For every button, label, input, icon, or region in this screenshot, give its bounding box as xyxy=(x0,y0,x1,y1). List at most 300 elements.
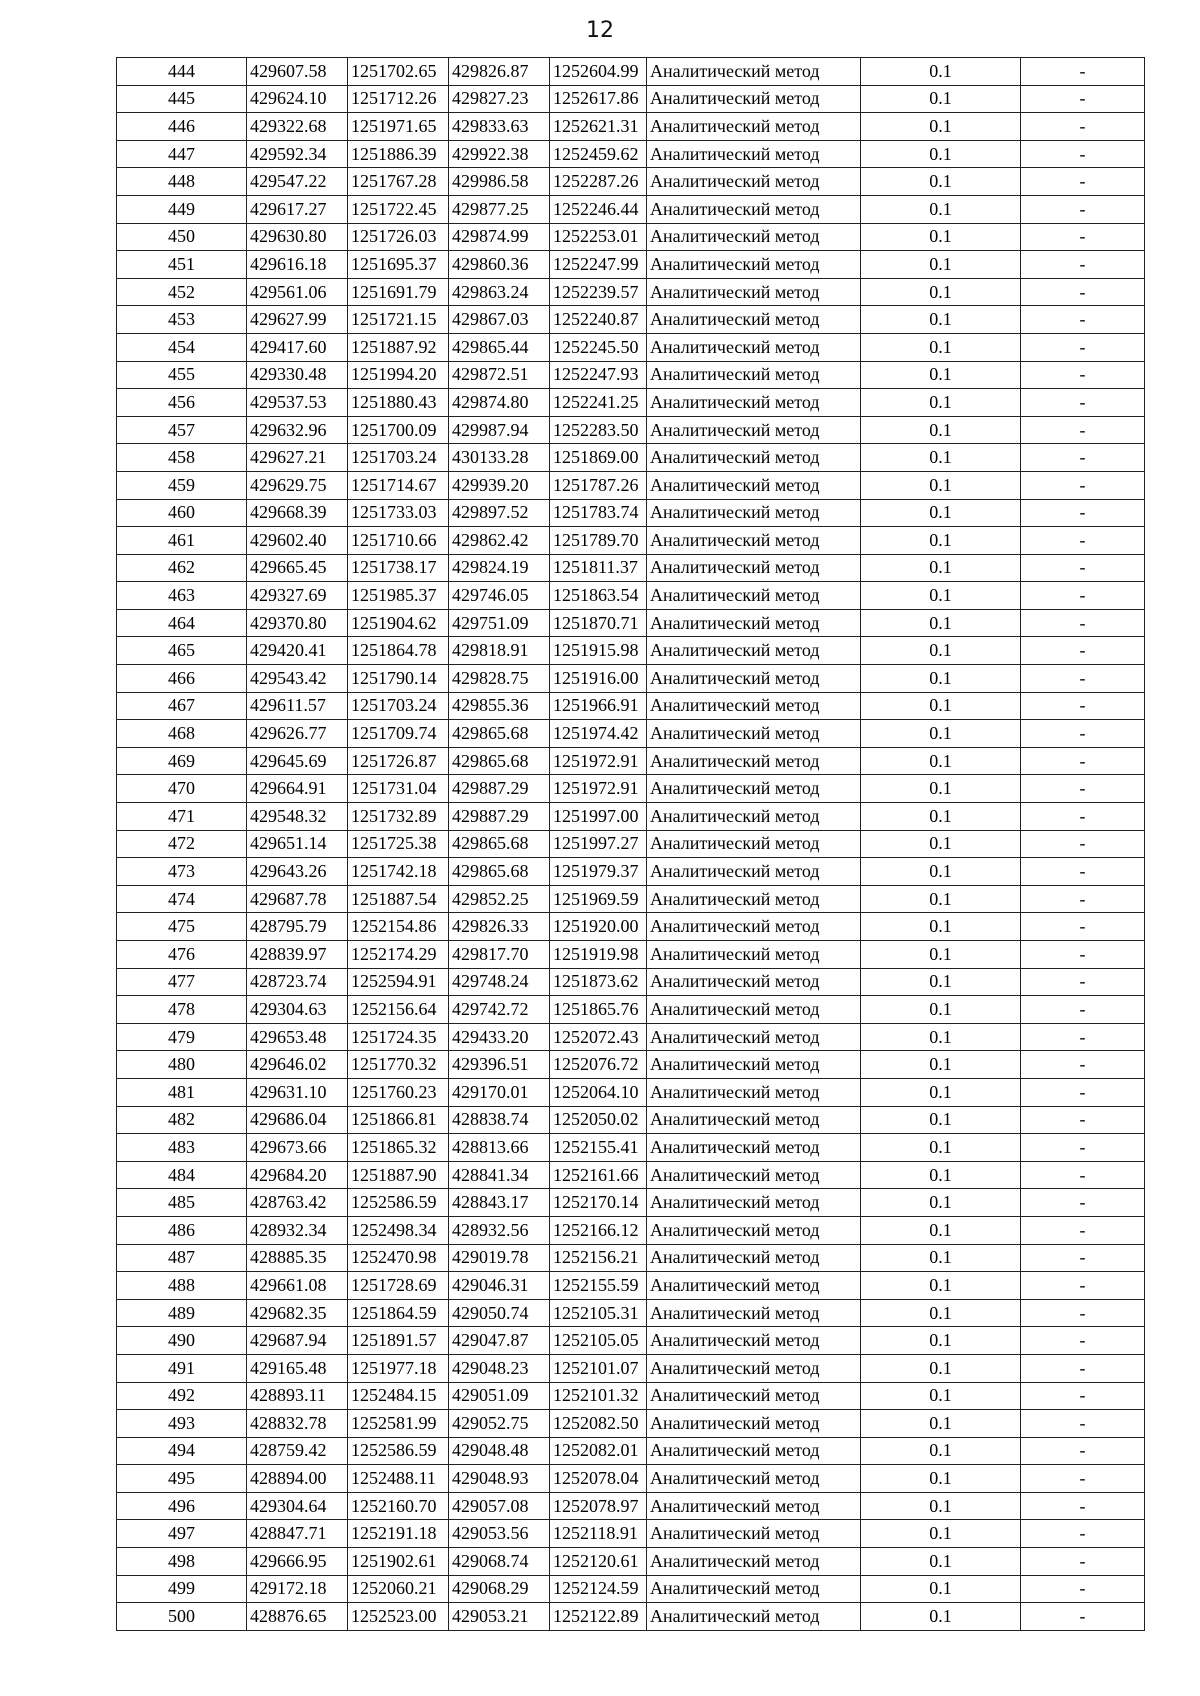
x-coordinate-1: 428832.78 xyxy=(247,1410,348,1438)
x-coordinate-1: 429627.99 xyxy=(247,306,348,334)
point-number: 456 xyxy=(117,389,247,417)
y-coordinate-2: 1252078.04 xyxy=(550,1465,647,1493)
method-cell: Аналитический метод xyxy=(647,1161,861,1189)
x-coordinate-2: 429047.87 xyxy=(449,1327,550,1355)
x-coordinate-2: 429939.20 xyxy=(449,471,550,499)
y-coordinate-2: 1251916.00 xyxy=(550,665,647,693)
accuracy-cell: 0.1 xyxy=(861,775,1021,803)
x-coordinate-1: 429561.06 xyxy=(247,278,348,306)
method-cell: Аналитический метод xyxy=(647,1603,861,1631)
x-coordinate-1: 429543.42 xyxy=(247,665,348,693)
y-coordinate-2: 1251865.76 xyxy=(550,996,647,1024)
accuracy-cell: 0.1 xyxy=(861,223,1021,251)
x-coordinate-1: 429673.66 xyxy=(247,1134,348,1162)
x-coordinate-1: 429617.27 xyxy=(247,195,348,223)
table-row xyxy=(117,913,1145,941)
y-coordinate-2: 1252161.66 xyxy=(550,1161,647,1189)
accuracy-cell: 0.1 xyxy=(861,1437,1021,1465)
note-cell: - xyxy=(1021,858,1145,886)
x-coordinate-2: 429860.36 xyxy=(449,251,550,279)
point-number: 470 xyxy=(117,775,247,803)
note-cell: - xyxy=(1021,1189,1145,1217)
point-number: 453 xyxy=(117,306,247,334)
x-coordinate-1: 429643.26 xyxy=(247,858,348,886)
y-coordinate-2: 1252283.50 xyxy=(550,416,647,444)
x-coordinate-1: 429653.48 xyxy=(247,1023,348,1051)
x-coordinate-1: 429687.78 xyxy=(247,885,348,913)
method-cell: Аналитический метод xyxy=(647,389,861,417)
note-cell: - xyxy=(1021,416,1145,444)
point-number: 457 xyxy=(117,416,247,444)
point-number: 497 xyxy=(117,1520,247,1548)
y-coordinate-2: 1251863.54 xyxy=(550,582,647,610)
point-number: 476 xyxy=(117,941,247,969)
y-coordinate-1: 1252586.59 xyxy=(348,1437,449,1465)
point-number: 492 xyxy=(117,1382,247,1410)
point-number: 483 xyxy=(117,1134,247,1162)
x-coordinate-2: 429897.52 xyxy=(449,499,550,527)
method-cell: Аналитический метод xyxy=(647,1272,861,1300)
y-coordinate-1: 1251886.39 xyxy=(348,140,449,168)
table-row xyxy=(117,361,1145,389)
y-coordinate-2: 1252459.62 xyxy=(550,140,647,168)
point-number: 471 xyxy=(117,803,247,831)
y-coordinate-1: 1251790.14 xyxy=(348,665,449,693)
note-cell: - xyxy=(1021,1106,1145,1134)
note-cell: - xyxy=(1021,1299,1145,1327)
accuracy-cell: 0.1 xyxy=(861,471,1021,499)
x-coordinate-2: 429019.78 xyxy=(449,1244,550,1272)
table-row xyxy=(117,1327,1145,1355)
x-coordinate-1: 429632.96 xyxy=(247,416,348,444)
method-cell: Аналитический метод xyxy=(647,1078,861,1106)
x-coordinate-2: 429396.51 xyxy=(449,1051,550,1079)
note-cell: - xyxy=(1021,1548,1145,1576)
y-coordinate-2: 1252101.32 xyxy=(550,1382,647,1410)
x-coordinate-1: 429646.02 xyxy=(247,1051,348,1079)
table-row xyxy=(117,1134,1145,1162)
note-cell: - xyxy=(1021,968,1145,996)
x-coordinate-2: 429057.08 xyxy=(449,1492,550,1520)
method-cell: Аналитический метод xyxy=(647,637,861,665)
accuracy-cell: 0.1 xyxy=(861,1244,1021,1272)
note-cell: - xyxy=(1021,85,1145,113)
point-number: 465 xyxy=(117,637,247,665)
accuracy-cell: 0.1 xyxy=(861,1548,1021,1576)
accuracy-cell: 0.1 xyxy=(861,830,1021,858)
note-cell: - xyxy=(1021,1492,1145,1520)
x-coordinate-1: 429687.94 xyxy=(247,1327,348,1355)
y-coordinate-1: 1251724.35 xyxy=(348,1023,449,1051)
note-cell: - xyxy=(1021,1575,1145,1603)
y-coordinate-1: 1252160.70 xyxy=(348,1492,449,1520)
method-cell: Аналитический метод xyxy=(647,1106,861,1134)
x-coordinate-2: 429053.21 xyxy=(449,1603,550,1631)
point-number: 485 xyxy=(117,1189,247,1217)
accuracy-cell: 0.1 xyxy=(861,333,1021,361)
accuracy-cell: 0.1 xyxy=(861,444,1021,472)
accuracy-cell: 0.1 xyxy=(861,996,1021,1024)
point-number: 472 xyxy=(117,830,247,858)
x-coordinate-1: 429370.80 xyxy=(247,609,348,637)
table-row xyxy=(117,1382,1145,1410)
accuracy-cell: 0.1 xyxy=(861,968,1021,996)
note-cell: - xyxy=(1021,251,1145,279)
y-coordinate-2: 1252118.91 xyxy=(550,1520,647,1548)
note-cell: - xyxy=(1021,527,1145,555)
y-coordinate-2: 1252101.07 xyxy=(550,1354,647,1382)
x-coordinate-1: 429607.58 xyxy=(247,58,348,86)
method-cell: Аналитический метод xyxy=(647,913,861,941)
y-coordinate-1: 1252523.00 xyxy=(348,1603,449,1631)
x-coordinate-2: 429872.51 xyxy=(449,361,550,389)
method-cell: Аналитический метод xyxy=(647,251,861,279)
table-row xyxy=(117,444,1145,472)
point-number: 484 xyxy=(117,1161,247,1189)
table-row xyxy=(117,609,1145,637)
note-cell: - xyxy=(1021,333,1145,361)
accuracy-cell: 0.1 xyxy=(861,1520,1021,1548)
accuracy-cell: 0.1 xyxy=(861,692,1021,720)
point-number: 473 xyxy=(117,858,247,886)
table-row xyxy=(117,996,1145,1024)
method-cell: Аналитический метод xyxy=(647,85,861,113)
method-cell: Аналитический метод xyxy=(647,306,861,334)
accuracy-cell: 0.1 xyxy=(861,747,1021,775)
accuracy-cell: 0.1 xyxy=(861,913,1021,941)
y-coordinate-1: 1251760.23 xyxy=(348,1078,449,1106)
point-number: 446 xyxy=(117,113,247,141)
x-coordinate-1: 428893.11 xyxy=(247,1382,348,1410)
x-coordinate-2: 428813.66 xyxy=(449,1134,550,1162)
y-coordinate-1: 1251726.03 xyxy=(348,223,449,251)
x-coordinate-2: 429827.23 xyxy=(449,85,550,113)
method-cell: Аналитический метод xyxy=(647,1492,861,1520)
y-coordinate-2: 1252156.21 xyxy=(550,1244,647,1272)
table-row xyxy=(117,941,1145,969)
y-coordinate-1: 1252594.91 xyxy=(348,968,449,996)
x-coordinate-1: 429668.39 xyxy=(247,499,348,527)
y-coordinate-2: 1251969.59 xyxy=(550,885,647,913)
table-row xyxy=(117,692,1145,720)
x-coordinate-2: 429855.36 xyxy=(449,692,550,720)
y-coordinate-2: 1251811.37 xyxy=(550,554,647,582)
method-cell: Аналитический метод xyxy=(647,775,861,803)
note-cell: - xyxy=(1021,1465,1145,1493)
x-coordinate-1: 428763.42 xyxy=(247,1189,348,1217)
table-row xyxy=(117,830,1145,858)
accuracy-cell: 0.1 xyxy=(861,278,1021,306)
note-cell: - xyxy=(1021,471,1145,499)
y-coordinate-2: 1251972.91 xyxy=(550,775,647,803)
table-row xyxy=(117,499,1145,527)
y-coordinate-2: 1252050.02 xyxy=(550,1106,647,1134)
point-number: 482 xyxy=(117,1106,247,1134)
table-body xyxy=(117,58,1145,1631)
note-cell: - xyxy=(1021,1382,1145,1410)
table-row xyxy=(117,1299,1145,1327)
accuracy-cell: 0.1 xyxy=(861,1078,1021,1106)
y-coordinate-2: 1251979.37 xyxy=(550,858,647,886)
accuracy-cell: 0.1 xyxy=(861,527,1021,555)
y-coordinate-2: 1252082.01 xyxy=(550,1437,647,1465)
page-number: 12 xyxy=(586,18,614,43)
y-coordinate-2: 1252247.93 xyxy=(550,361,647,389)
y-coordinate-1: 1251904.62 xyxy=(348,609,449,637)
y-coordinate-1: 1251971.65 xyxy=(348,113,449,141)
note-cell: - xyxy=(1021,554,1145,582)
x-coordinate-2: 429826.33 xyxy=(449,913,550,941)
y-coordinate-2: 1251972.91 xyxy=(550,747,647,775)
x-coordinate-1: 429626.77 xyxy=(247,720,348,748)
table-row xyxy=(117,168,1145,196)
x-coordinate-2: 428841.34 xyxy=(449,1161,550,1189)
accuracy-cell: 0.1 xyxy=(861,1465,1021,1493)
note-cell: - xyxy=(1021,1410,1145,1438)
accuracy-cell: 0.1 xyxy=(861,1051,1021,1079)
accuracy-cell: 0.1 xyxy=(861,1410,1021,1438)
point-number: 491 xyxy=(117,1354,247,1382)
point-number: 477 xyxy=(117,968,247,996)
method-cell: Аналитический метод xyxy=(647,1216,861,1244)
accuracy-cell: 0.1 xyxy=(861,113,1021,141)
y-coordinate-1: 1252060.21 xyxy=(348,1575,449,1603)
point-number: 490 xyxy=(117,1327,247,1355)
note-cell: - xyxy=(1021,1272,1145,1300)
method-cell: Аналитический метод xyxy=(647,941,861,969)
x-coordinate-2: 429828.75 xyxy=(449,665,550,693)
y-coordinate-1: 1251710.66 xyxy=(348,527,449,555)
note-cell: - xyxy=(1021,58,1145,86)
x-coordinate-2: 429852.25 xyxy=(449,885,550,913)
accuracy-cell: 0.1 xyxy=(861,416,1021,444)
note-cell: - xyxy=(1021,278,1145,306)
y-coordinate-2: 1252122.89 xyxy=(550,1603,647,1631)
table-row xyxy=(117,306,1145,334)
accuracy-cell: 0.1 xyxy=(861,168,1021,196)
note-cell: - xyxy=(1021,747,1145,775)
point-number: 469 xyxy=(117,747,247,775)
y-coordinate-2: 1252239.57 xyxy=(550,278,647,306)
y-coordinate-2: 1252170.14 xyxy=(550,1189,647,1217)
point-number: 493 xyxy=(117,1410,247,1438)
x-coordinate-1: 428723.74 xyxy=(247,968,348,996)
point-number: 449 xyxy=(117,195,247,223)
accuracy-cell: 0.1 xyxy=(861,1575,1021,1603)
x-coordinate-1: 429629.75 xyxy=(247,471,348,499)
x-coordinate-2: 429987.94 xyxy=(449,416,550,444)
x-coordinate-2: 429050.74 xyxy=(449,1299,550,1327)
y-coordinate-1: 1251864.78 xyxy=(348,637,449,665)
y-coordinate-2: 1252105.31 xyxy=(550,1299,647,1327)
method-cell: Аналитический метод xyxy=(647,885,861,913)
method-cell: Аналитический метод xyxy=(647,1189,861,1217)
accuracy-cell: 0.1 xyxy=(861,499,1021,527)
method-cell: Аналитический метод xyxy=(647,527,861,555)
table-row xyxy=(117,1023,1145,1051)
x-coordinate-2: 429826.87 xyxy=(449,58,550,86)
y-coordinate-1: 1251864.59 xyxy=(348,1299,449,1327)
y-coordinate-2: 1252287.26 xyxy=(550,168,647,196)
point-number: 454 xyxy=(117,333,247,361)
x-coordinate-1: 429661.08 xyxy=(247,1272,348,1300)
y-coordinate-1: 1251712.26 xyxy=(348,85,449,113)
y-coordinate-1: 1251994.20 xyxy=(348,361,449,389)
note-cell: - xyxy=(1021,692,1145,720)
x-coordinate-1: 429172.18 xyxy=(247,1575,348,1603)
x-coordinate-2: 429865.68 xyxy=(449,858,550,886)
accuracy-cell: 0.1 xyxy=(861,1161,1021,1189)
x-coordinate-2: 429865.68 xyxy=(449,720,550,748)
table-row xyxy=(117,1216,1145,1244)
table-row xyxy=(117,85,1145,113)
note-cell: - xyxy=(1021,1134,1145,1162)
accuracy-cell: 0.1 xyxy=(861,361,1021,389)
method-cell: Аналитический метод xyxy=(647,499,861,527)
point-number: 496 xyxy=(117,1492,247,1520)
x-coordinate-1: 428894.00 xyxy=(247,1465,348,1493)
accuracy-cell: 0.1 xyxy=(861,803,1021,831)
note-cell: - xyxy=(1021,499,1145,527)
note-cell: - xyxy=(1021,389,1145,417)
x-coordinate-1: 429645.69 xyxy=(247,747,348,775)
x-coordinate-1: 428885.35 xyxy=(247,1244,348,1272)
accuracy-cell: 0.1 xyxy=(861,665,1021,693)
point-number: 481 xyxy=(117,1078,247,1106)
table-row xyxy=(117,1520,1145,1548)
table-row xyxy=(117,251,1145,279)
method-cell: Аналитический метод xyxy=(647,444,861,472)
method-cell: Аналитический метод xyxy=(647,1244,861,1272)
y-coordinate-2: 1252072.43 xyxy=(550,1023,647,1051)
y-coordinate-2: 1252245.50 xyxy=(550,333,647,361)
method-cell: Аналитический метод xyxy=(647,113,861,141)
accuracy-cell: 0.1 xyxy=(861,1327,1021,1355)
point-number: 486 xyxy=(117,1216,247,1244)
method-cell: Аналитический метод xyxy=(647,1548,861,1576)
accuracy-cell: 0.1 xyxy=(861,1492,1021,1520)
x-coordinate-2: 429818.91 xyxy=(449,637,550,665)
y-coordinate-2: 1252240.87 xyxy=(550,306,647,334)
y-coordinate-1: 1251767.28 xyxy=(348,168,449,196)
table-row xyxy=(117,527,1145,555)
note-cell: - xyxy=(1021,1354,1145,1382)
y-coordinate-2: 1251870.71 xyxy=(550,609,647,637)
note-cell: - xyxy=(1021,1216,1145,1244)
y-coordinate-2: 1252247.99 xyxy=(550,251,647,279)
y-coordinate-1: 1251733.03 xyxy=(348,499,449,527)
accuracy-cell: 0.1 xyxy=(861,885,1021,913)
note-cell: - xyxy=(1021,444,1145,472)
accuracy-cell: 0.1 xyxy=(861,1354,1021,1382)
point-number: 494 xyxy=(117,1437,247,1465)
y-coordinate-1: 1251866.81 xyxy=(348,1106,449,1134)
y-coordinate-2: 1252621.31 xyxy=(550,113,647,141)
y-coordinate-1: 1252586.59 xyxy=(348,1189,449,1217)
table-row xyxy=(117,1161,1145,1189)
accuracy-cell: 0.1 xyxy=(861,140,1021,168)
table-row xyxy=(117,471,1145,499)
x-coordinate-2: 430133.28 xyxy=(449,444,550,472)
point-number: 445 xyxy=(117,85,247,113)
y-coordinate-2: 1251869.00 xyxy=(550,444,647,472)
note-cell: - xyxy=(1021,1244,1145,1272)
y-coordinate-2: 1251966.91 xyxy=(550,692,647,720)
accuracy-cell: 0.1 xyxy=(861,1134,1021,1162)
method-cell: Аналитический метод xyxy=(647,58,861,86)
method-cell: Аналитический метод xyxy=(647,1575,861,1603)
method-cell: Аналитический метод xyxy=(647,333,861,361)
x-coordinate-1: 428847.71 xyxy=(247,1520,348,1548)
point-number: 462 xyxy=(117,554,247,582)
x-coordinate-1: 428932.34 xyxy=(247,1216,348,1244)
y-coordinate-1: 1251985.37 xyxy=(348,582,449,610)
x-coordinate-2: 429048.48 xyxy=(449,1437,550,1465)
accuracy-cell: 0.1 xyxy=(861,85,1021,113)
y-coordinate-1: 1251703.24 xyxy=(348,444,449,472)
accuracy-cell: 0.1 xyxy=(861,58,1021,86)
y-coordinate-2: 1252105.05 xyxy=(550,1327,647,1355)
table-row xyxy=(117,416,1145,444)
point-number: 452 xyxy=(117,278,247,306)
x-coordinate-2: 429865.68 xyxy=(449,830,550,858)
note-cell: - xyxy=(1021,775,1145,803)
note-cell: - xyxy=(1021,140,1145,168)
x-coordinate-1: 429686.04 xyxy=(247,1106,348,1134)
y-coordinate-2: 1251787.26 xyxy=(550,471,647,499)
table-row xyxy=(117,858,1145,886)
note-cell: - xyxy=(1021,1520,1145,1548)
point-number: 463 xyxy=(117,582,247,610)
x-coordinate-2: 429865.68 xyxy=(449,747,550,775)
x-coordinate-2: 429046.31 xyxy=(449,1272,550,1300)
method-cell: Аналитический метод xyxy=(647,968,861,996)
x-coordinate-1: 429548.32 xyxy=(247,803,348,831)
accuracy-cell: 0.1 xyxy=(861,1023,1021,1051)
method-cell: Аналитический метод xyxy=(647,1437,861,1465)
method-cell: Аналитический метод xyxy=(647,1051,861,1079)
method-cell: Аналитический метод xyxy=(647,278,861,306)
note-cell: - xyxy=(1021,941,1145,969)
y-coordinate-2: 1252082.50 xyxy=(550,1410,647,1438)
y-coordinate-1: 1251865.32 xyxy=(348,1134,449,1162)
point-number: 461 xyxy=(117,527,247,555)
y-coordinate-1: 1252470.98 xyxy=(348,1244,449,1272)
y-coordinate-1: 1252498.34 xyxy=(348,1216,449,1244)
y-coordinate-2: 1252155.59 xyxy=(550,1272,647,1300)
note-cell: - xyxy=(1021,720,1145,748)
x-coordinate-1: 429304.63 xyxy=(247,996,348,1024)
point-number: 487 xyxy=(117,1244,247,1272)
note-cell: - xyxy=(1021,913,1145,941)
y-coordinate-1: 1251722.45 xyxy=(348,195,449,223)
note-cell: - xyxy=(1021,1023,1145,1051)
accuracy-cell: 0.1 xyxy=(861,941,1021,969)
table-row xyxy=(117,1106,1145,1134)
y-coordinate-1: 1251691.79 xyxy=(348,278,449,306)
y-coordinate-2: 1251920.00 xyxy=(550,913,647,941)
method-cell: Аналитический метод xyxy=(647,361,861,389)
point-number: 466 xyxy=(117,665,247,693)
table-row xyxy=(117,747,1145,775)
y-coordinate-2: 1251789.70 xyxy=(550,527,647,555)
table-row xyxy=(117,223,1145,251)
y-coordinate-1: 1251977.18 xyxy=(348,1354,449,1382)
y-coordinate-1: 1251731.04 xyxy=(348,775,449,803)
x-coordinate-1: 429304.64 xyxy=(247,1492,348,1520)
method-cell: Аналитический метод xyxy=(647,803,861,831)
method-cell: Аналитический метод xyxy=(647,195,861,223)
